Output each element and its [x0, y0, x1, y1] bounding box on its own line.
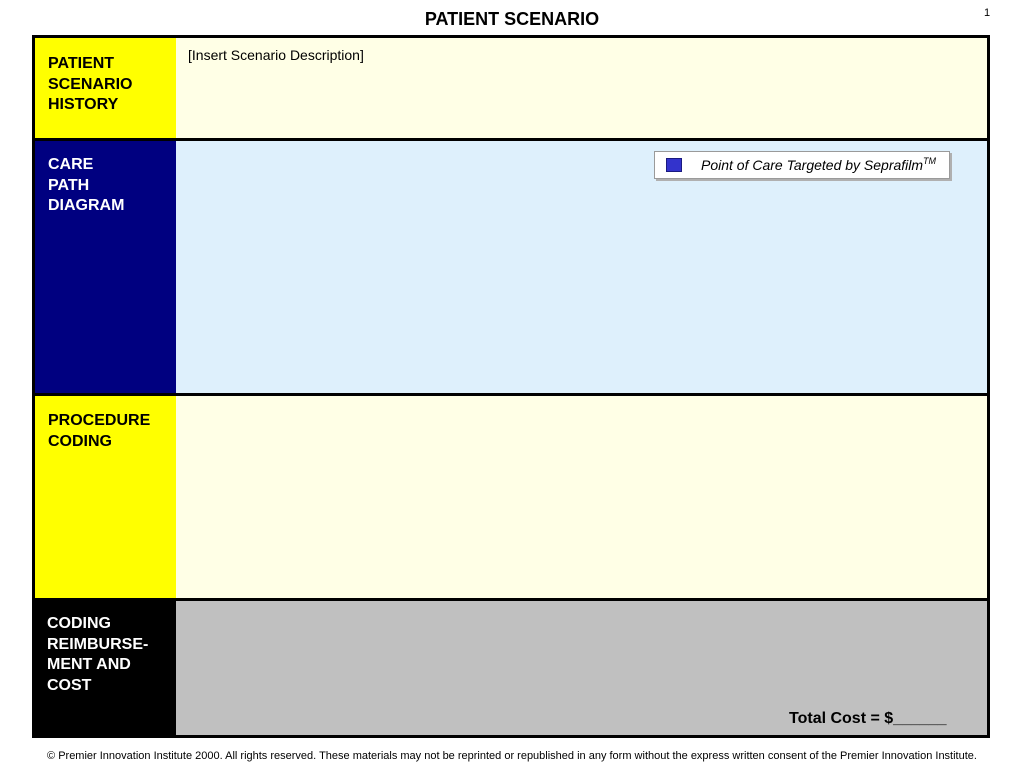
cost-content[interactable] [176, 601, 987, 735]
care-path-diagram-row [35, 141, 987, 393]
page-title: PATIENT SCENARIO [424, 9, 600, 29]
history-label [35, 38, 176, 138]
page-number: 1 [984, 7, 991, 19]
legend-swatch [666, 158, 682, 172]
procedure-label-line: CODING [48, 432, 112, 450]
cost-label-line: REIMBURSE- [47, 635, 149, 653]
scenario-description[interactable]: [Insert Scenario Description] [188, 47, 364, 63]
procedure-label [35, 396, 176, 598]
legend-box [654, 151, 950, 179]
scenario-table [32, 35, 990, 738]
cost-label [35, 601, 176, 735]
care-path-label [35, 141, 176, 393]
legend-label [701, 157, 936, 173]
procedure-label-line: PROCEDURE [48, 412, 151, 429]
history-label-line: PATIENT [48, 55, 115, 72]
cost-label-line: COST [47, 676, 92, 694]
care-path-label-line: PATH [48, 176, 90, 194]
cost-label-line: CODING [47, 615, 111, 632]
cost-label-line: MENT AND [47, 656, 131, 673]
procedure-coding-row [35, 396, 987, 598]
care-path-label-line: CARE [48, 156, 94, 173]
patient-scenario-history-row [35, 38, 987, 138]
coding-reimbursement-cost-row [35, 601, 987, 735]
trademark-mark: TM [923, 156, 937, 166]
copyright-footer: © Premier Innovation Institute 2000. All rights reserved. These materials may not be reprinted or republished in any form without the express written consent of the Premier Innovation Institute. [47, 750, 977, 762]
care-path-content[interactable] [176, 141, 987, 393]
total-cost[interactable]: Total Cost = $______ [789, 710, 947, 727]
procedure-content[interactable] [176, 396, 987, 598]
history-content[interactable] [176, 38, 987, 138]
legend-text: Point of Care Targeted by Seprafilm [701, 157, 924, 173]
history-label-line: SCENARIO [48, 75, 133, 93]
care-path-label-line: DIAGRAM [48, 197, 125, 214]
history-label-line: HISTORY [48, 96, 119, 113]
